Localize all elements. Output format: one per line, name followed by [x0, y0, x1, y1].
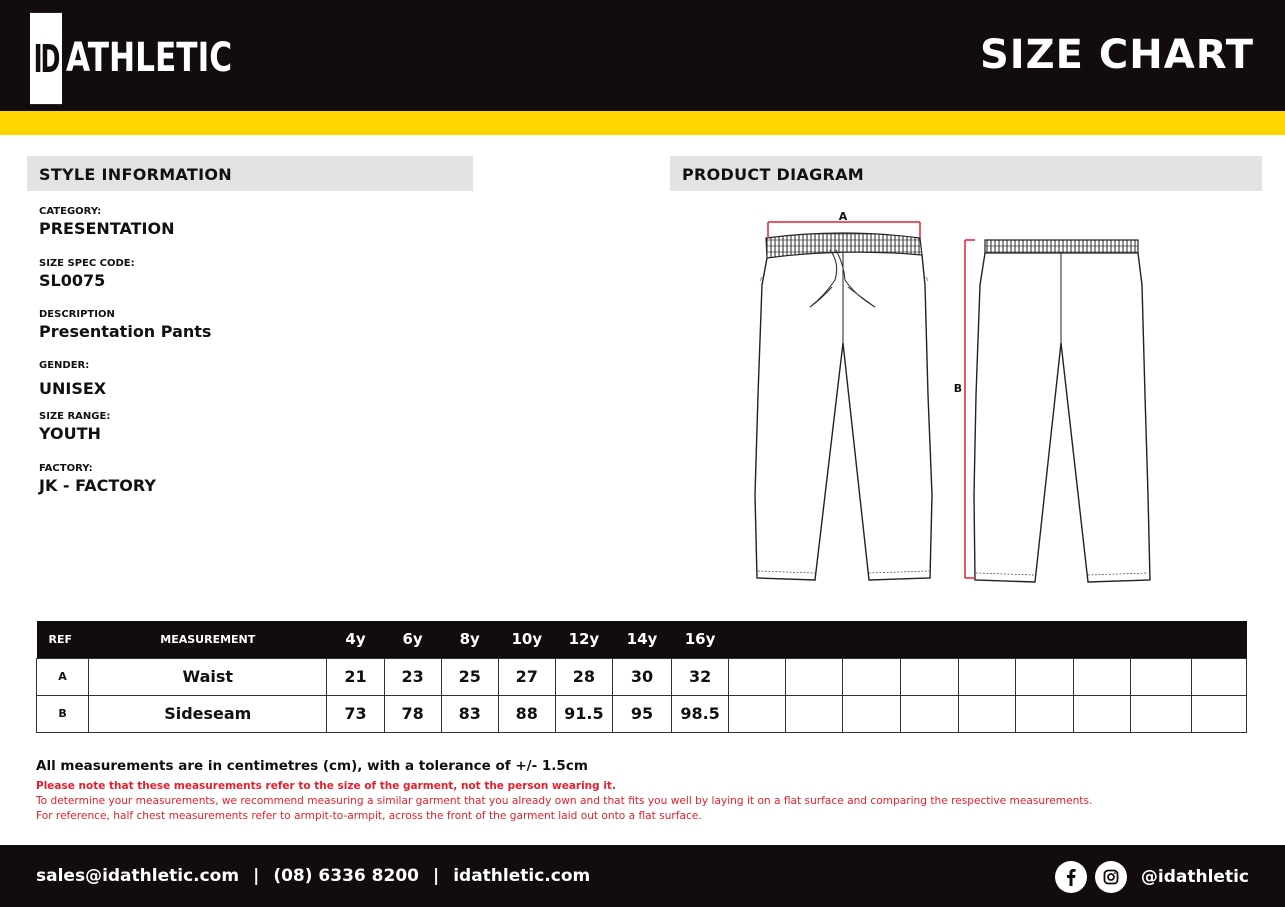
- gender-field: [39, 360, 106, 399]
- value-cell: [1130, 695, 1191, 732]
- size-column-header: [729, 621, 786, 658]
- units-note: All measurements are in centimetres (cm), with a tolerance of +/- 1.5cm: [36, 758, 588, 774]
- measurement-b-marker: [965, 240, 975, 578]
- value-cell: [901, 695, 958, 732]
- category-label: CATEGORY:: [39, 206, 102, 217]
- size-spec-code-label: SIZE SPEC CODE:: [39, 258, 135, 269]
- size-spec-code-field: [39, 258, 135, 291]
- measurement-a-label: A: [838, 210, 848, 223]
- ref-cell: B: [37, 695, 89, 732]
- value-cell: [958, 658, 1015, 695]
- value-cell: [1130, 658, 1191, 695]
- description-label: DESCRIPTION: [39, 309, 115, 320]
- measurement-name-cell: Sideseam: [89, 695, 327, 732]
- value-cell: [1015, 695, 1073, 732]
- value-cell: [786, 695, 843, 732]
- value-cell: 30: [612, 658, 671, 695]
- product-diagram-heading: PRODUCT DIAGRAM: [670, 156, 1262, 191]
- factory-field: [39, 463, 156, 496]
- category-value: PRESENTATION: [39, 219, 175, 238]
- value-cell: [729, 658, 786, 695]
- value-cell: [1015, 658, 1073, 695]
- value-cell: 83: [441, 695, 498, 732]
- measurement-column-header: MEASUREMENT: [89, 621, 327, 658]
- page-title: SIZE CHART: [979, 32, 1254, 78]
- instagram-icon[interactable]: [1095, 861, 1127, 893]
- size-column-header: 10y: [498, 621, 555, 658]
- phone-link[interactable]: (08) 6336 8200: [273, 866, 419, 886]
- size-chart-table: [36, 621, 1247, 733]
- chest-reference-note: For reference, half chest measurements refer to armpit-to-armpit, across the front of the garment laid out onto a flat surface.: [36, 810, 702, 822]
- accent-band: [0, 111, 1285, 135]
- value-cell: [901, 658, 958, 695]
- size-spec-code-value: SL0075: [39, 271, 106, 290]
- style-information-heading: STYLE INFORMATION: [27, 156, 473, 191]
- footer-separator: |: [432, 866, 440, 886]
- pants-diagram-svg: [670, 195, 1262, 595]
- value-cell: [958, 695, 1015, 732]
- value-cell: 88: [498, 695, 555, 732]
- size-column-header: 16y: [672, 621, 729, 658]
- size-column-header: [1130, 621, 1191, 658]
- value-cell: 25: [441, 658, 498, 695]
- table-header-row: [37, 621, 1247, 658]
- size-column-header: 14y: [612, 621, 671, 658]
- value-cell: 98.5: [672, 695, 729, 732]
- front-view-pants: [755, 233, 932, 580]
- garment-warning-note: Please note that these measurements refer to the size of the garment, not the person wearing it.: [36, 780, 616, 792]
- value-cell: [1191, 695, 1246, 732]
- how-to-measure-note: To determine your measurements, we recommend measuring a similar garment that you already own and that fits you well by laying it on a flat surface and comparing the respective measurements.: [36, 795, 1093, 807]
- size-column-header: [1073, 621, 1130, 658]
- size-range-field: [39, 411, 110, 444]
- page-footer: [0, 845, 1285, 907]
- size-range-value: YOUTH: [39, 424, 101, 443]
- value-cell: 32: [672, 658, 729, 695]
- size-column-header: [1191, 621, 1246, 658]
- social-links: [1055, 861, 1249, 893]
- value-cell: 73: [327, 695, 384, 732]
- logo-wordmark: ATHLETIC: [66, 35, 233, 81]
- size-column-header: [786, 621, 843, 658]
- value-cell: [1073, 658, 1130, 695]
- contact-line: [36, 865, 590, 887]
- value-cell: 23: [384, 658, 441, 695]
- value-cell: [786, 658, 843, 695]
- size-column-header: [958, 621, 1015, 658]
- size-column-header: 12y: [555, 621, 612, 658]
- ref-cell: A: [37, 658, 89, 695]
- size-column-header: [843, 621, 901, 658]
- value-cell: 21: [327, 658, 384, 695]
- back-view-pants: [974, 240, 1150, 582]
- value-cell: [843, 658, 901, 695]
- table-row: [37, 658, 1247, 695]
- value-cell: [1073, 695, 1130, 732]
- brand-logo[interactable]: [30, 30, 279, 87]
- value-cell: [843, 695, 901, 732]
- description-field: [39, 309, 211, 342]
- gender-value: UNISEX: [39, 379, 107, 398]
- table-row: [37, 695, 1247, 732]
- value-cell: 27: [498, 658, 555, 695]
- category-field: [39, 206, 175, 239]
- size-column-header: [901, 621, 958, 658]
- social-handle[interactable]: @idathletic: [1140, 867, 1249, 887]
- gender-label: GENDER:: [39, 360, 90, 371]
- value-cell: 95: [612, 695, 671, 732]
- ref-column-header: REF: [37, 621, 89, 658]
- value-cell: 91.5: [555, 695, 612, 732]
- value-cell: [729, 695, 786, 732]
- size-column-header: 6y: [384, 621, 441, 658]
- value-cell: 28: [555, 658, 612, 695]
- footer-separator: |: [253, 866, 260, 886]
- email-link[interactable]: sales@idathletic.com: [36, 866, 240, 886]
- page-header: [0, 0, 1285, 111]
- measurement-b-label: B: [953, 382, 963, 395]
- value-cell: [1191, 658, 1246, 695]
- factory-value: JK - FACTORY: [39, 476, 156, 495]
- website-link[interactable]: idathletic.com: [453, 866, 591, 886]
- measurement-name-cell: Waist: [89, 658, 327, 695]
- product-diagram: [670, 195, 1262, 595]
- value-cell: 78: [384, 695, 441, 732]
- size-range-label: SIZE RANGE:: [39, 411, 111, 422]
- size-column-header: 4y: [327, 621, 384, 658]
- size-column-header: [1015, 621, 1073, 658]
- factory-label: FACTORY:: [39, 463, 93, 474]
- description-value: Presentation Pants: [39, 322, 212, 341]
- size-column-header: 8y: [441, 621, 498, 658]
- facebook-icon[interactable]: [1055, 861, 1087, 893]
- logo-id-mark: ID: [30, 13, 62, 104]
